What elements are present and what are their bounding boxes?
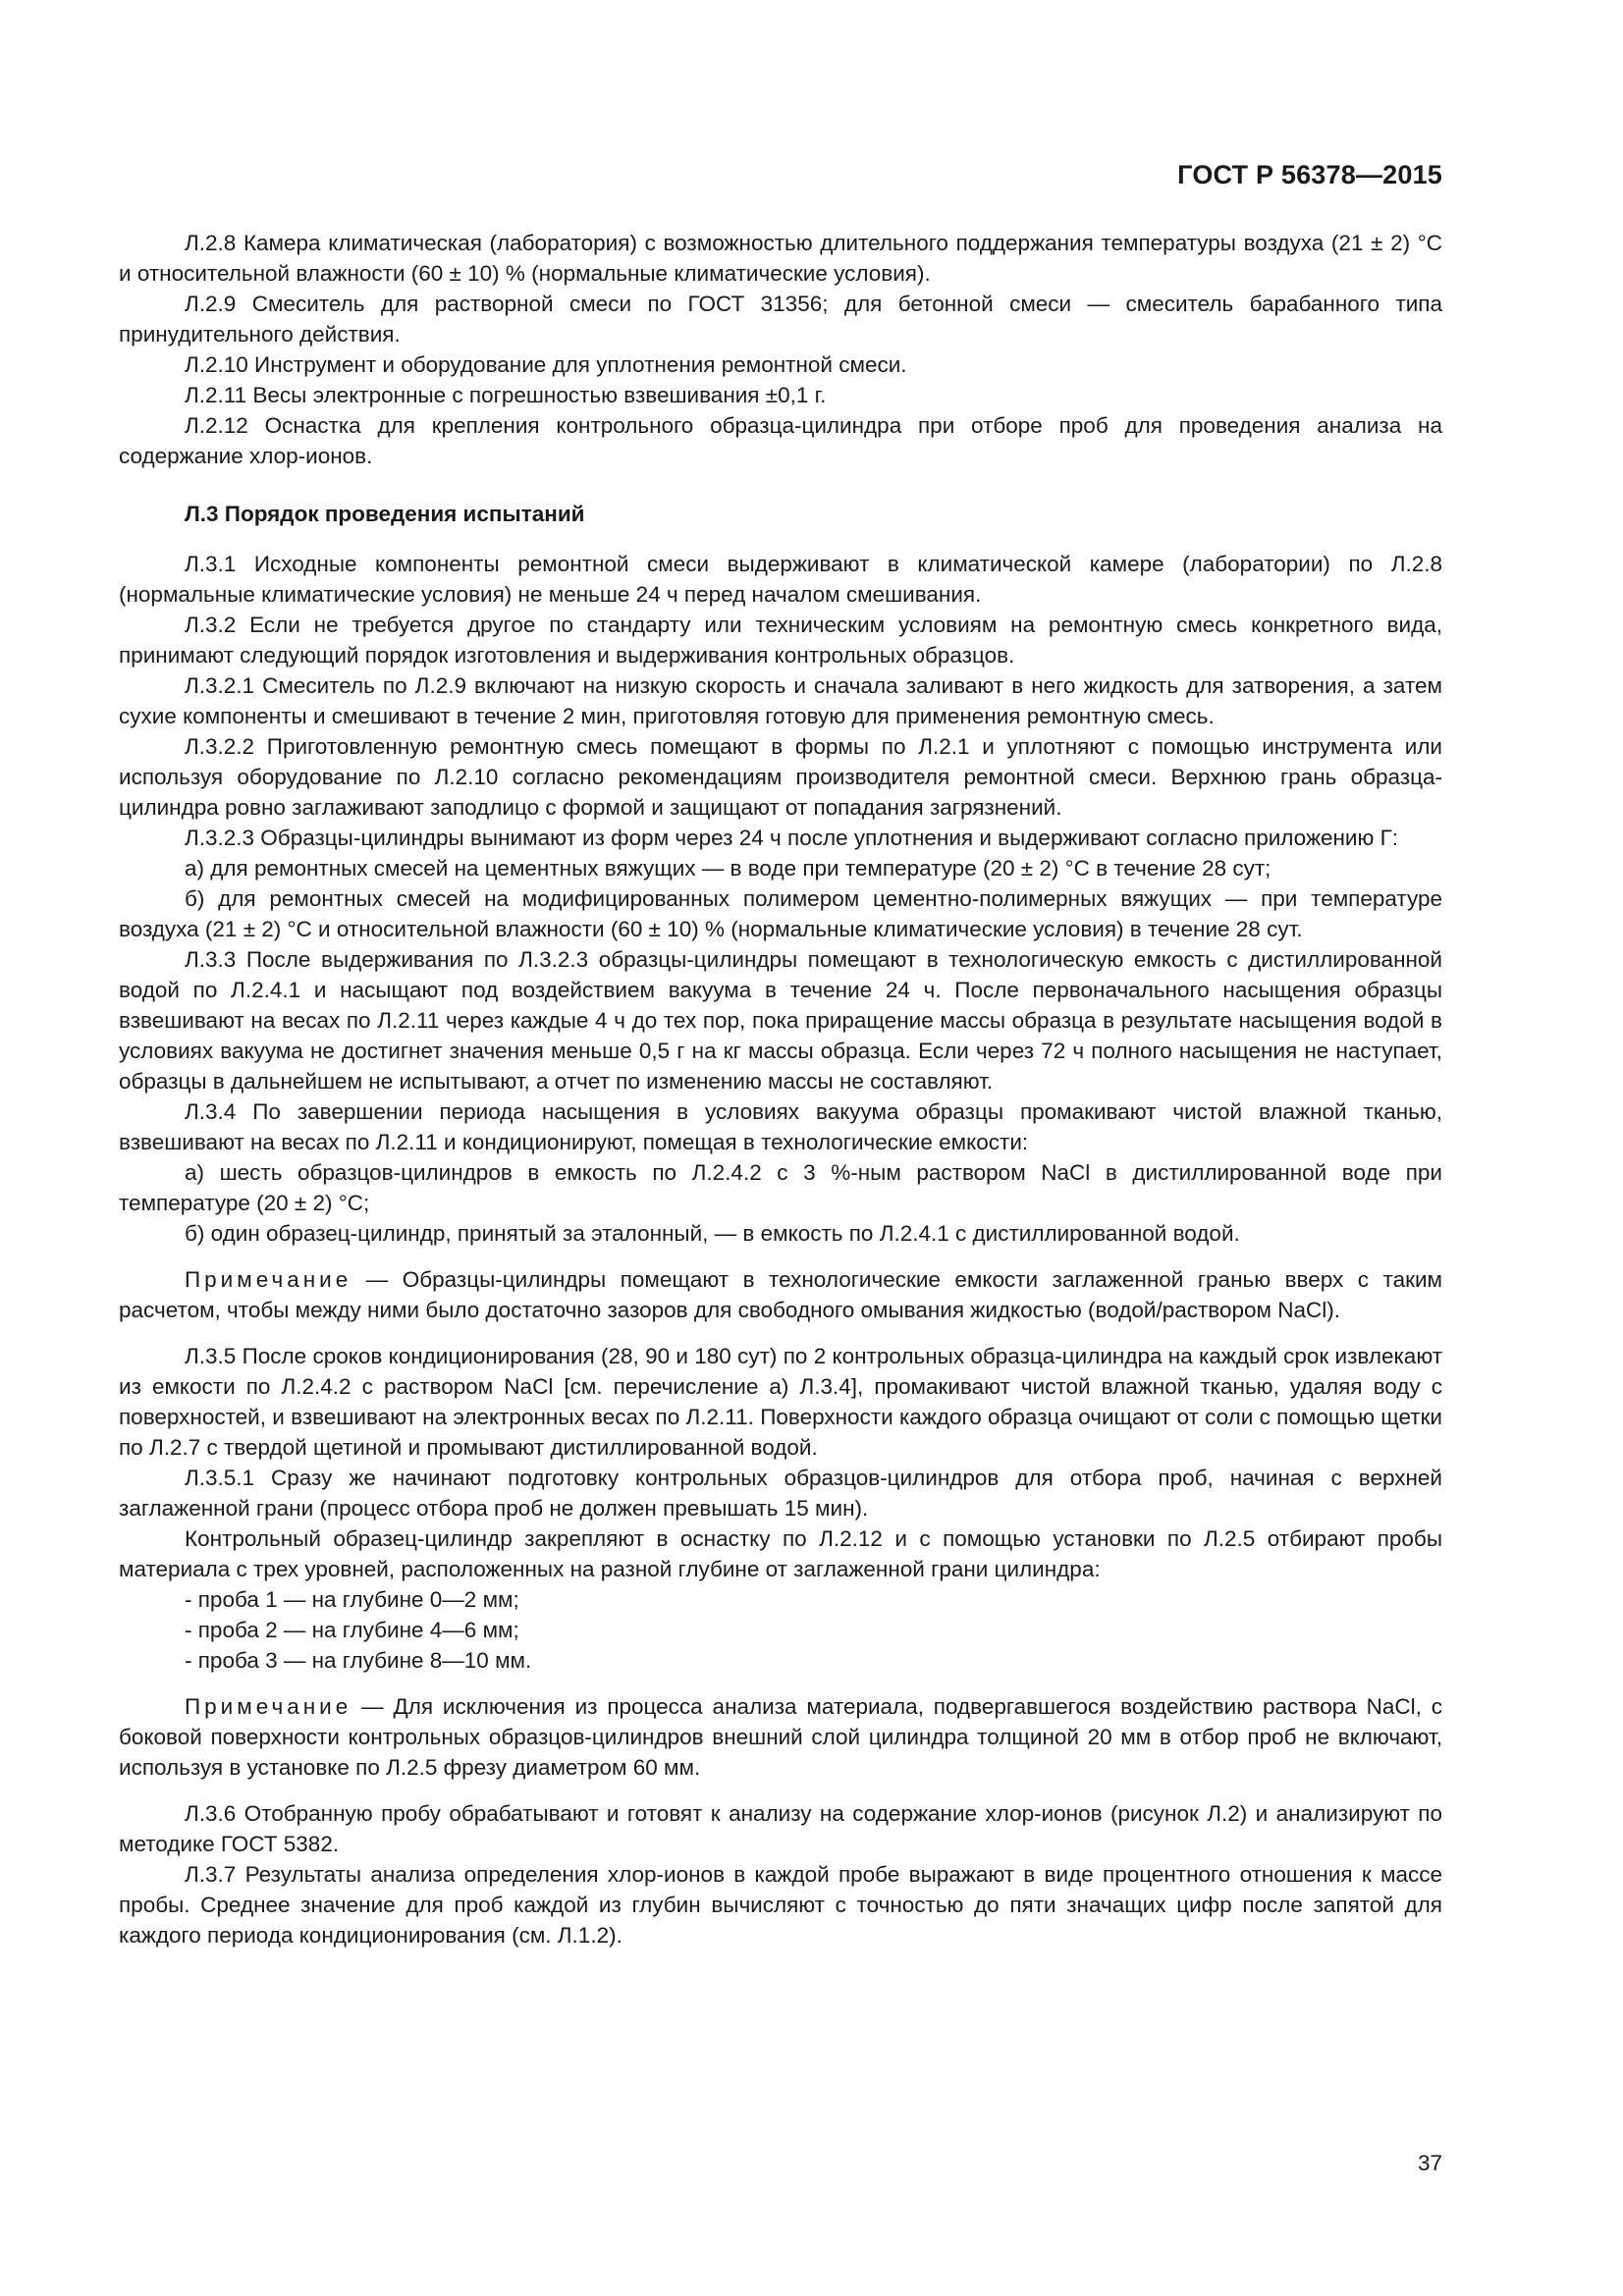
paragraph-l2-9: Л.2.9 Смеситель для растворной смеси по ГОСТ 31356; для бетонной смеси — смеситель барабанного типа принудительного действия. xyxy=(119,292,1442,347)
paragraph-l3-1: Л.3.1 Исходные компоненты ремонтной смеси выдерживают в климатической камере (лаборатории) по Л.2.8 (нормальные климатические условия) не меньше 24 ч перед началом смешивания. xyxy=(119,552,1442,607)
note-2-text: — Для исключения из процесса анализа материала, подвергавшегося воздействию раствора NaCl, с боковой поверхности контрольных образцов-цилиндров внешний слой цилиндра толщиной 20 мм в отбор проб не включают, используя в установке по Л.2.5 фрезу диаметром 60 мм. xyxy=(119,1694,1442,1780)
note-2-label: Примечание xyxy=(185,1694,352,1719)
note-1 xyxy=(119,1264,1442,1325)
paragraph-l3-6: Л.3.6 Отобранную пробу обрабатывают и готовят к анализу на содержание хлор-ионов (рисунок Л.2) и анализируют по методике ГОСТ 5382. xyxy=(119,1801,1442,1856)
list-item-l3-2-3-b: б) для ремонтных смесей на модифицированных полимером цементно-полимерных вяжущих — при температуре воздуха (21 ± 2) °С и относительной влажности (60 ± 10) % (нормальные климатические условия) в течение 28 сут. xyxy=(119,886,1442,941)
probe-list-item: - проба 3 — на глубине 8—10 мм. xyxy=(185,1648,532,1673)
list-item-l3-4-a: а) шесть образцов-цилиндров в емкость по Л.2.4.2 с 3 %-ным раствором NaCl в дистиллированной воде при температуре (20 ± 2) °С; xyxy=(119,1160,1442,1215)
paragraph-l3-5-1: Л.3.5.1 Сразу же начинают подготовку контрольных образцов-цилиндров для отбора проб, начиная с верхней заглаженной грани (процесс отбора проб не должен превышать 15 мин). xyxy=(119,1466,1442,1521)
page-number: 37 xyxy=(1417,2151,1442,2175)
paragraph-l3-2: Л.3.2 Если не требуется другое по стандарту или техническим условиям на ремонтную смесь конкретного вида, принимают следующий порядок изготовления и выдерживания контрольных образцов. xyxy=(119,613,1442,667)
paragraph-l3-7: Л.3.7 Результаты анализа определения хлор-ионов в каждой пробе выражают в виде процентного отношения к массе пробы. Среднее значение для проб каждой из глубин вычисляют с точностью до пяти значащих цифр после запятой для каждого периода кондиционирования (см. Л.1.2). xyxy=(119,1862,1442,1948)
paragraph-l2-8: Л.2.8 Камера климатическая (лаборатория) с возможностью длительного поддержания температуры воздуха (21 ± 2) °С и относительной влажности (60 ± 10) % (нормальные климатические условия). xyxy=(119,231,1442,286)
list-item-l3-2-3-a: а) для ремонтных смесей на цементных вяжущих — в воде при температуре (20 ± 2) °С в течение 28 сут; xyxy=(185,856,1271,881)
document-header-id: ГОСТ Р 56378—2015 xyxy=(1177,160,1442,189)
paragraph-l2-10: Л.2.10 Инструмент и оборудование для уплотнения ремонтной смеси. xyxy=(185,352,907,377)
paragraph-l3-4: Л.3.4 По завершении периода насыщения в условиях вакуума образцы промакивают чистой влажной тканью, взвешивают на весах по Л.2.11 и кондиционируют, помещая в технологические емкости: xyxy=(119,1099,1442,1154)
paragraph-l3-3: Л.3.3 После выдерживания по Л.3.2.3 образцы-цилиндры помещают в технологическую емкость с дистиллированной водой по Л.2.4.1 и насыщают под воздействием вакуума в течение 24 ч. После первоначального насыщения образцы взвешивают на весах по Л.2.11 через каждые 4 ч до тех пор, пока приращение массы образца в результате насыщения водой в условиях вакуума не достигнет значения меньше 0,5 г на кг массы образца. Если через 72 ч полного насыщения не наступает, образцы в дальнейшем не испытывают, а отчет по изменению массы не составляют. xyxy=(119,947,1442,1094)
note-1-label: Примечание xyxy=(185,1267,352,1292)
probe-list-item: - проба 2 — на глубине 4—6 мм; xyxy=(185,1618,519,1642)
section-heading-l3: Л.3 Порядок проведения испытаний xyxy=(185,502,585,526)
probe-list-item: - проба 1 — на глубине 0—2 мм; xyxy=(185,1587,519,1612)
paragraph-l2-12: Л.2.12 Оснастка для крепления контрольного образца-цилиндра при отборе проб для проведения анализа на содержание хлор-ионов. xyxy=(119,413,1442,468)
paragraph-l3-5-1-continued: Контрольный образец-цилиндр закрепляют в оснастку по Л.2.12 и с помощью установки по Л.2.5 отбирают пробы материала с трех уровней, расположенных на разной глубине от заглаженной грани цилиндра: xyxy=(119,1526,1442,1581)
list-item-l3-4-b: б) один образец-цилиндр, принятый за эталонный, — в емкость по Л.2.4.1 с дистиллированной водой. xyxy=(185,1221,1240,1246)
probe-list xyxy=(119,1584,1442,1676)
paragraph-l3-5: Л.3.5 После сроков кондиционирования (28, 90 и 180 сут) по 2 контрольных образца-цилиндра на каждый срок извлекают из емкости по Л.2.4.2 с раствором NaCl [см. перечисление а) Л.3.4], промакивают чистой влажной тканью, удаляя воду с поверхностей, и взвешивают на электронных весах по Л.2.11. Поверхности каждого образца очищают от соли с помощью щетки по Л.2.7 с твердой щетиной и промывают дистиллированной водой. xyxy=(119,1344,1442,1460)
paragraph-l3-2-1: Л.3.2.1 Смеситель по Л.2.9 включают на низкую скорость и сначала заливают в него жидкость для затворения, а затем сухие компоненты и смешивают в течение 2 мин, приготовляя готовую для применения ремонтную смесь. xyxy=(119,673,1442,728)
paragraph-l3-2-2: Л.3.2.2 Приготовленную ремонтную смесь помещают в формы по Л.2.1 и уплотняют с помощью инструмента или используя оборудование по Л.2.10 согласно рекомендациям производителя ремонтной смеси. Верхнюю грань образца-цилиндра ровно заглаживают заподлицо с формой и защищают от попадания загрязнений. xyxy=(119,734,1442,820)
paragraph-l3-2-3: Л.3.2.3 Образцы-цилиндры вынимают из форм через 24 ч после уплотнения и выдерживают согласно приложению Г: xyxy=(185,826,1399,850)
paragraph-l2-11: Л.2.11 Весы электронные с погрешностью взвешивания ±0,1 г. xyxy=(185,383,827,407)
document-body xyxy=(119,228,1442,1950)
note-2 xyxy=(119,1691,1442,1783)
note-1-text: — Образцы-цилиндры помещают в технологические емкости заглаженной гранью вверх с таким расчетом, чтобы между ними было достаточно зазоров для свободного омывания жидкостью (водой/раствором NaCl). xyxy=(119,1267,1442,1322)
